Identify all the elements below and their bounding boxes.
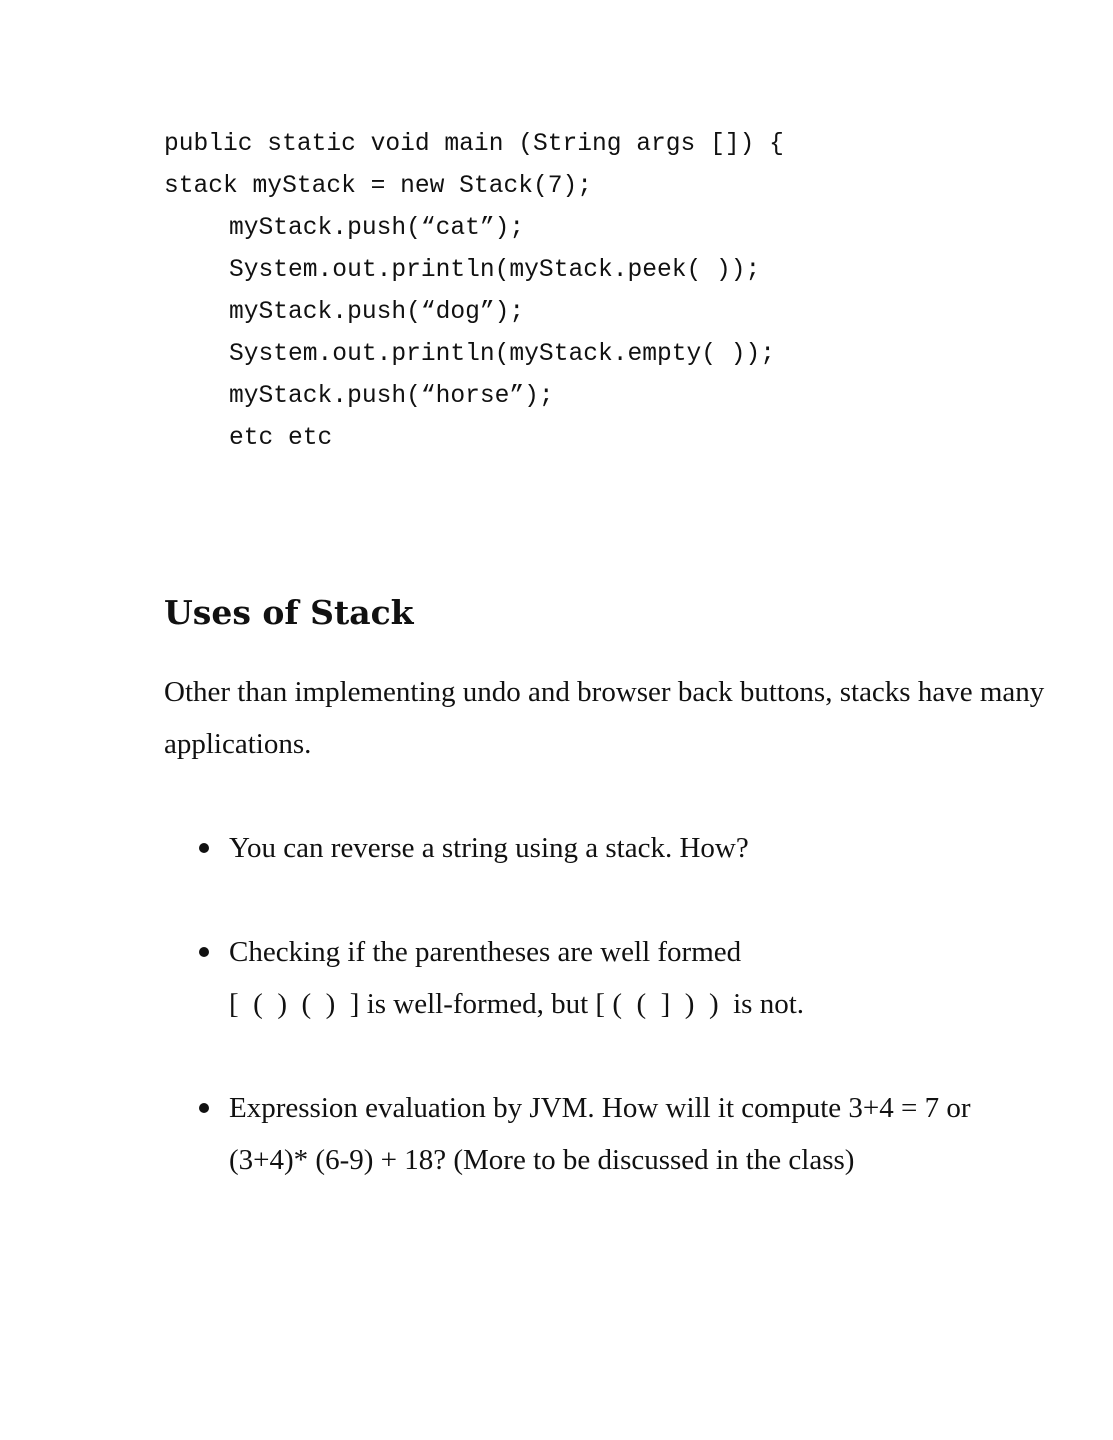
- section-heading: Uses of Stack: [164, 593, 414, 632]
- code-line: myStack.push(“cat”);: [229, 215, 525, 242]
- intro-paragraph: Other than implementing undo and browser back buttons, stacks have many applications.: [164, 676, 1045, 760]
- code-line: myStack.push(“dog”);: [229, 299, 525, 326]
- bullet-icon: [199, 843, 209, 853]
- list-item: [164, 1082, 1024, 1186]
- list-item: [164, 926, 1024, 1030]
- code-line: public static void main (String args []) {: [164, 131, 784, 158]
- list-item-example: [ ( ) ( ) ] is well-formed, but [ ( ( ] ) ) is not.: [229, 988, 805, 1020]
- list-item-text: Checking if the parentheses are well formed: [229, 936, 742, 968]
- bullet-icon: [199, 1103, 209, 1113]
- code-line: etc etc: [229, 425, 333, 452]
- code-line: System.out.println(myStack.peek( ));: [229, 257, 761, 284]
- bullet-list: [164, 822, 1024, 1186]
- code-line: System.out.println(myStack.empty( ));: [229, 341, 776, 368]
- bullet-icon: [199, 947, 209, 957]
- list-item: [164, 822, 1024, 874]
- code-line: stack myStack = new Stack(7);: [164, 173, 593, 200]
- list-item-text: Expression evaluation by JVM. How will it compute 3+4 = 7 or (3+4)* (6-9) + 18? (More to be discussed in the class): [229, 1092, 971, 1176]
- code-line: myStack.push(“horse”);: [229, 383, 554, 410]
- code-block: [164, 124, 1064, 460]
- list-item-text: You can reverse a string using a stack. How?: [229, 832, 749, 864]
